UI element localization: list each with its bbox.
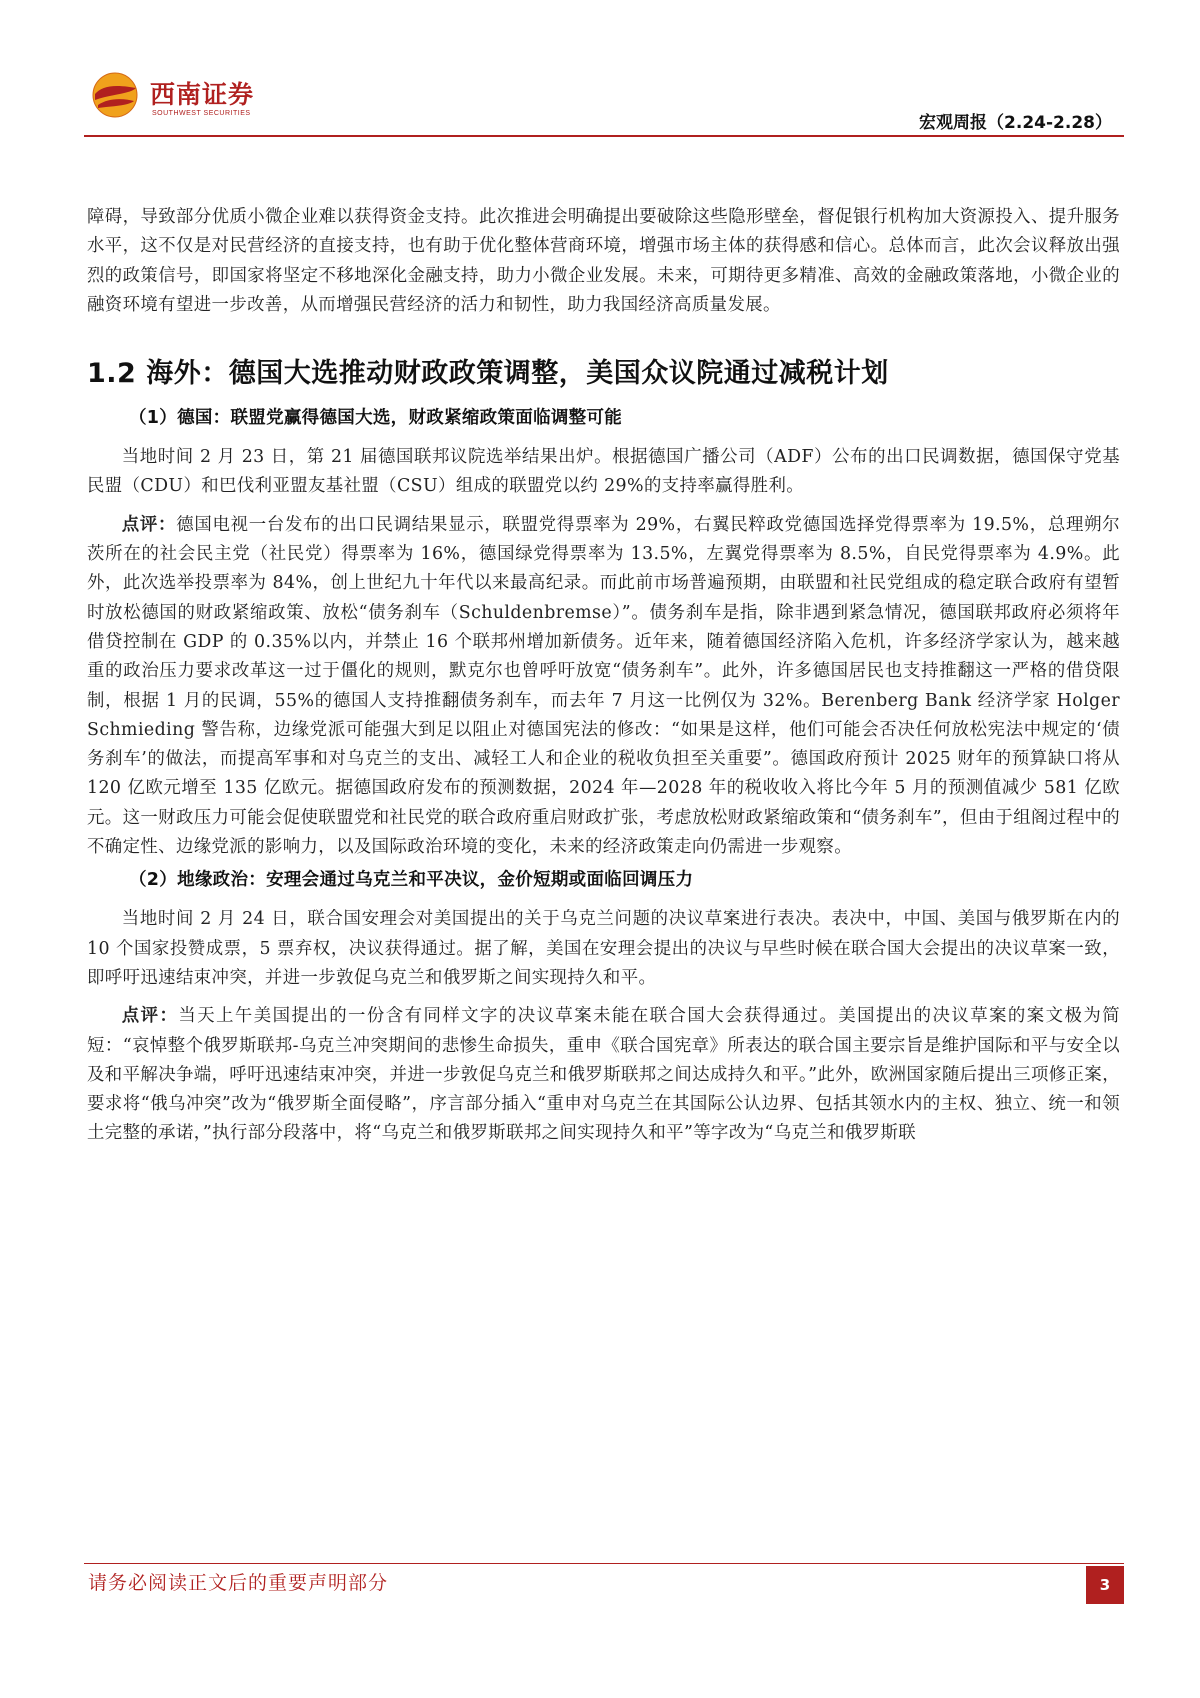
subsection-heading-germany: （1）德国：联盟党赢得德国大选，财政紧缩政策面临调整可能 <box>129 408 623 429</box>
germany-comment-text: 德国电视一台发布的出口民调结果显示，联盟党得票率为 29%，右翼民粹政党德国选择党得票率为 19.5%，总理朔尔茨所在的社会民主党（社民党）得票率为 16%，德国绿党得票率为 13.5%，左翼党得票率为 8.5%，自民党得票率为 4.9%。此外，此次选举投票率为 84%，创上世纪九十年代以来最高纪录。而此前市场普遍预期，由联盟和社民党组成的稳定联合政府有望暂时放松德国的财政紧缩政策、放松“债务刹车（Schuldenbremse）”。债务刹车是指，除非遇到紧急情况，德国联邦政府必须将年借贷控制在 GDP 的 0.35%以内，并禁止 16 个联邦州增加新债务。近年来，随着德国经济陷入危机，许多经济学家认为，越来越重的政治压力要求改革这一过于僵化的规则，默克尔也曾呼吁放宽“债务刹车”。此外，许多德国居民也支持推翻这一严格的借贷限制，根据 1 月的民调，55%的德国人支持推翻债务刹车，而去年 7 月这一比例仅为 32%。Berenberg Bank 经济学家 Holger Schmieding 警告称，边缘党派可能强大到足以阻止对德国宪法的修改：“如果是这样，他们可能会否决任何放松宪法中规定的‘债务刹车’的做法，而提高军事和对乌克兰的支出、减轻工人和企业的税收负担至关重要”。德国政府预计 2025 财年的预算缺口将从 120 亿欧元增至 135 亿欧元。据德国政府发布的预测数据，2024 年—2028 年的税收收入将比今年 5 月的预测值减少 581 亿欧元。这一财政压力可能会促使联盟党和社民党的联合政府重启财政扩张，考虑放松财政紧缩政策和“债务刹车”，但由于组阁过程中的不确定性、边缘党派的影响力，以及国际政治环境的变化，未来的经济政策走向仍需进一步观察。 <box>87 514 1120 858</box>
germany-comment-paragraph <box>87 511 1120 863</box>
geopolitics-news-paragraph: 当地时间 2 月 24 日，联合国安理会对美国提出的关于乌克兰问题的决议草案进行表决。表决中，中国、美国与俄罗斯在内的 10 个国家投赞成票，5 票弃权，决议获得通过。据了解，美国在安理会提出的决议与早些时候在联合国大会提出的决议草案一致，即呼吁迅速结束冲突，并进一步敦促乌克兰和俄罗斯之间实现持久和平。 <box>87 909 1120 988</box>
footer-divider <box>84 1563 1124 1564</box>
geopolitics-comment-paragraph <box>87 1002 1120 1148</box>
page-header <box>84 70 1124 134</box>
logo-mark-icon <box>92 72 138 118</box>
main-content <box>87 203 1120 1149</box>
section-heading: 1.2 海外：德国大选推动财政政策调整，美国众议院通过减税计划 <box>87 358 889 390</box>
report-title-tag: 宏观周报（2.24-2.28） <box>919 113 1112 133</box>
page-number-badge: 3 <box>1086 1566 1124 1604</box>
comment-label: 点评： <box>121 514 177 535</box>
geopolitics-comment-text: 当天上午美国提出的一份含有同样文字的决议草案未能在联合国大会获得通过。美国提出的决议草案的案文极为简短：“哀悼整个俄罗斯联邦-乌克兰冲突期间的悲惨生命损失，重申《联合国宪章》所表达的联合国主要宗旨是维护国际和平与安全以及和平解决争端，呼吁迅速结束冲突，并进一步敦促乌克兰和俄罗斯联邦之间达成持久和平。”此外，欧洲国家随后提出三项修正案，要求将“俄乌冲突”改为“俄罗斯全面侵略”，序言部分插入“重申对乌克兰在其国际公认边界、包括其领水内的主权、独立、统一和领土完整的承诺，”执行部分段落中，将“乌克兰和俄罗斯联邦之间实现持久和平”等字改为“乌克兰和俄罗斯联 <box>87 1006 1120 1144</box>
germany-news-paragraph: 当地时间 2 月 23 日，第 21 届德国联邦议院选举结果出炉。根据德国广播公司（ADF）公布的出口民调数据，德国保守党基民盟（CDU）和巴伐利亚盟友基社盟（CSU）组成的联盟党以约 29%的支持率赢得胜利。 <box>87 447 1120 497</box>
company-logo <box>92 72 332 124</box>
footer-disclaimer: 请务必阅读正文后的重要声明部分 <box>88 1572 389 1594</box>
logo-chinese-name: 西南证券 <box>150 80 255 109</box>
header-divider <box>84 135 1124 137</box>
subsection-heading-geopolitics: （2）地缘政治：安理会通过乌克兰和平决议，金价短期或面临回调压力 <box>129 870 694 891</box>
intro-paragraph: 障碍，导致部分优质小微企业难以获得资金支持。此次推进会明确提出要破除这些隐形壁垒，督促银行机构加大资源投入、提升服务水平，这不仅是对民营经济的直接支持，也有助于优化整体营商环境，增强市场主体的获得感和信心。总体而言，此次会议释放出强烈的政策信号，即国家将坚定不移地深化金融支持，助力小微企业发展。未来，可期待更多精准、高效的金融政策落地，小微企业的融资环境有望进一步改善，从而增强民营经济的活力和韧性，助力我国经济高质量发展。 <box>87 207 1120 315</box>
logo-english-name: SOUTHWEST SECURITIES <box>152 110 251 117</box>
comment-label: 点评： <box>121 1006 179 1027</box>
